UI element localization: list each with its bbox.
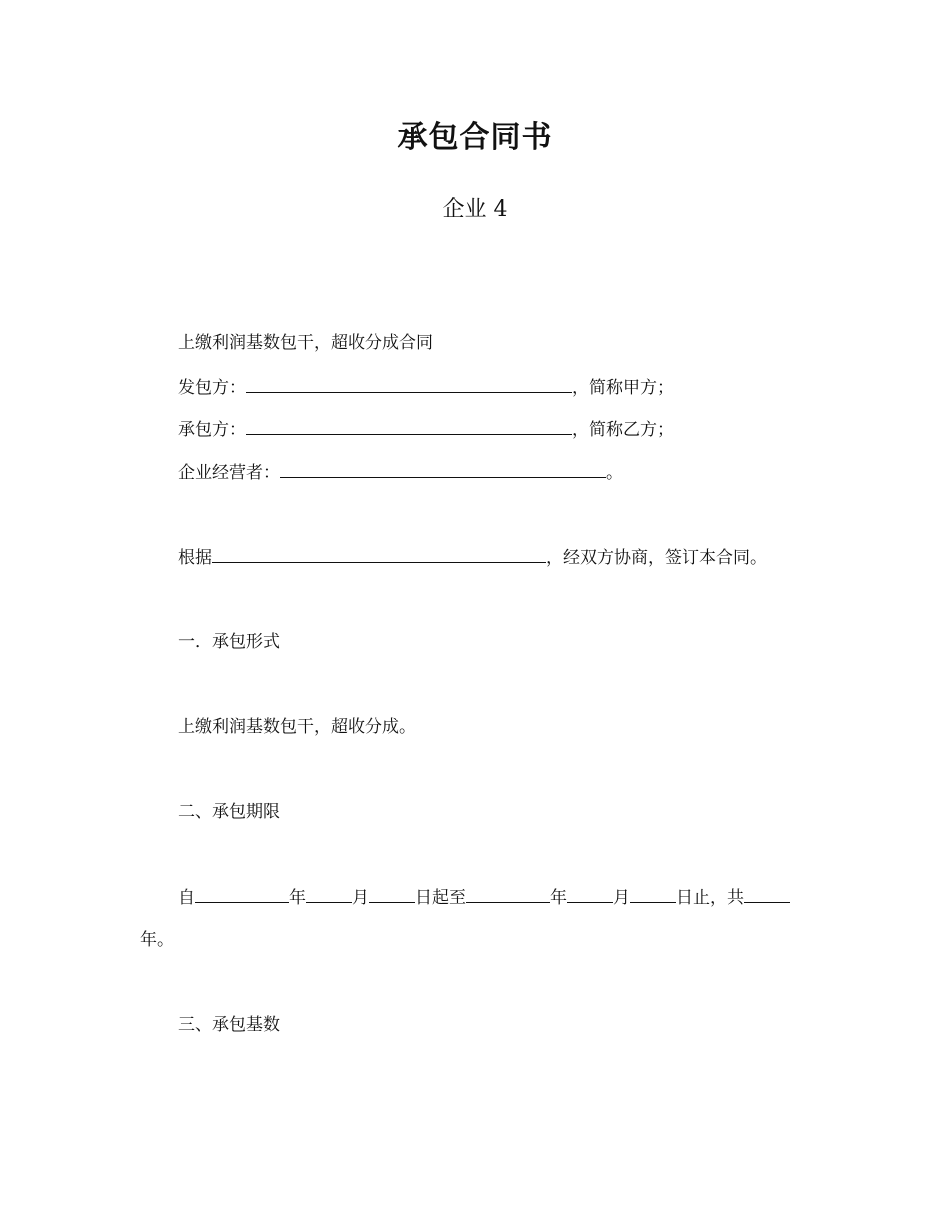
employer-label: 发包方： <box>178 378 246 398</box>
end-month-blank[interactable] <box>567 886 613 903</box>
page-title: 承包合同书 <box>397 120 553 155</box>
basis-suffix: ，经双方协商，签订本合同。 <box>546 548 767 568</box>
employer-line <box>178 376 674 399</box>
employer-blank[interactable] <box>246 376 572 393</box>
contractor-label: 承包方： <box>178 420 246 440</box>
contractor-suffix: ，简称乙方； <box>572 420 674 440</box>
basis-blank[interactable] <box>212 546 546 563</box>
term-year-2: 年 <box>550 888 567 908</box>
end-year-blank[interactable] <box>466 886 550 903</box>
start-day-blank[interactable] <box>369 886 415 903</box>
section1-heading: 一．承包形式 <box>178 632 280 652</box>
term-year-1: 年 <box>289 888 306 908</box>
term-month-1: 月 <box>352 888 369 908</box>
term-month-2: 月 <box>613 888 630 908</box>
basis-line <box>178 546 767 569</box>
basis-label: 根据 <box>178 548 212 568</box>
intro-text: 上缴利润基数包干，超收分成合同 <box>178 333 433 353</box>
start-month-blank[interactable] <box>306 886 352 903</box>
contractor-blank[interactable] <box>246 418 572 435</box>
total-years-blank[interactable] <box>744 886 790 903</box>
start-year-blank[interactable] <box>195 886 289 903</box>
manager-blank[interactable] <box>280 461 606 478</box>
term-day-from: 日起至 <box>415 888 466 908</box>
end-day-blank[interactable] <box>630 886 676 903</box>
term-from: 自 <box>178 888 195 908</box>
employer-suffix: ，简称甲方； <box>572 378 674 398</box>
manager-label: 企业经营者： <box>178 463 280 483</box>
page-subtitle: 企业 4 <box>442 197 508 222</box>
contractor-line <box>178 418 674 441</box>
term-tail: 年。 <box>140 930 174 950</box>
term-line <box>178 886 790 909</box>
section2-heading: 二、承包期限 <box>178 802 280 822</box>
section1-body: 上缴利润基数包干，超收分成。 <box>178 717 416 737</box>
intro-line <box>178 332 433 354</box>
manager-line <box>178 461 623 484</box>
section3-heading: 三、承包基数 <box>178 1015 280 1035</box>
term-day-to: 日止，共 <box>676 888 744 908</box>
manager-suffix: 。 <box>606 463 623 483</box>
